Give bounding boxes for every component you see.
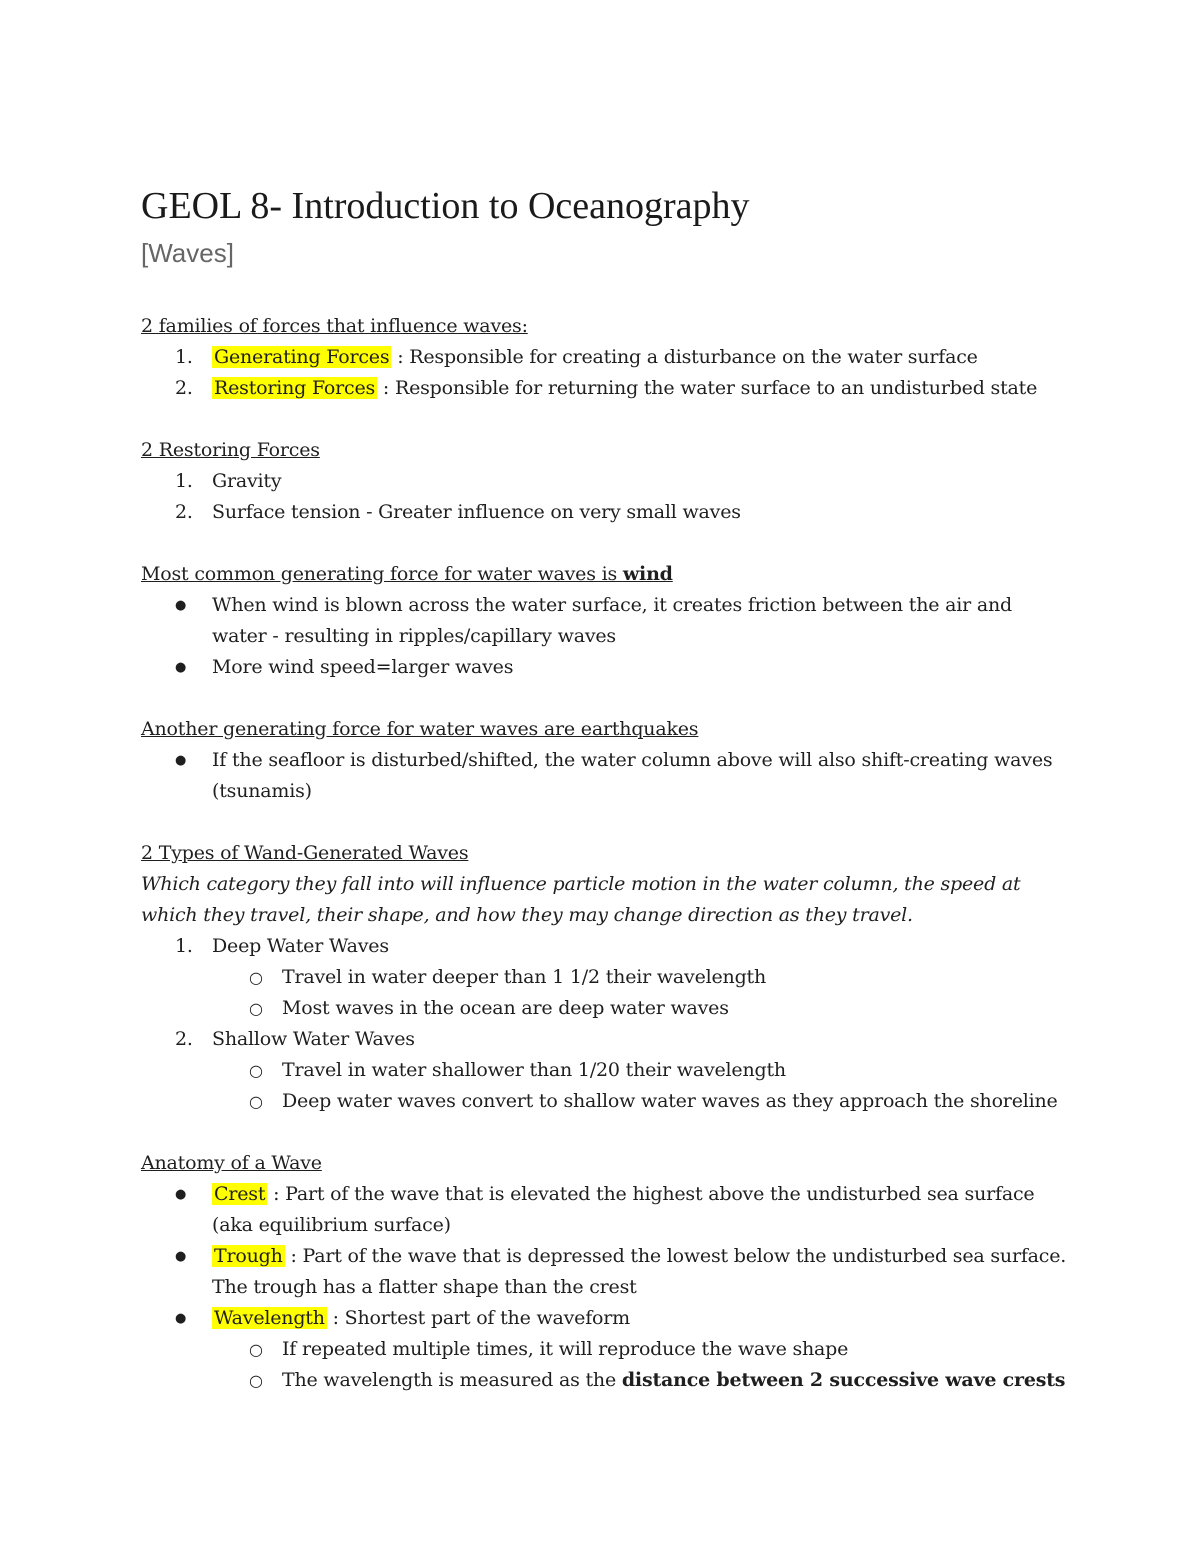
bullet-icon: ● bbox=[175, 598, 187, 613]
list-item bbox=[141, 1303, 1071, 1334]
circle-bullet-icon: ○ bbox=[249, 1340, 263, 1359]
bullet-icon: ● bbox=[175, 1311, 187, 1326]
list-number: 1. bbox=[175, 470, 193, 492]
section-note: Which category they fall into will influence particle motion in the water column, the speed at which they travel, their shape, and how they may change direction as they travel. bbox=[141, 873, 1021, 926]
item-text: Surface tension - Greater influence on very small waves bbox=[212, 501, 741, 523]
item-text: Deep Water Waves bbox=[212, 935, 389, 957]
list-item bbox=[141, 466, 1071, 497]
item-text: When wind is blown across the water surface, it creates friction between the air and water - resulting in ripples/capillary waves bbox=[212, 594, 1012, 647]
highlighted-term: Trough bbox=[214, 1245, 283, 1267]
list-number: 2. bbox=[175, 1028, 193, 1050]
list-item bbox=[141, 931, 1071, 962]
list-item bbox=[141, 342, 1071, 373]
item-text: Deep water waves convert to shallow water waves as they approach the shoreline bbox=[282, 1090, 1058, 1112]
circle-bullet-icon: ○ bbox=[249, 1092, 263, 1111]
section-heading: 2 Types of Wand-Generated Waves bbox=[141, 842, 469, 864]
list-item bbox=[141, 745, 1071, 807]
list-item bbox=[141, 652, 1071, 683]
item-description: : Responsible for returning the water surface to an undisturbed state bbox=[377, 377, 1038, 399]
highlighted-term: Wavelength bbox=[214, 1307, 325, 1329]
item-description: : Responsible for creating a disturbance on the water surface bbox=[391, 346, 978, 368]
section-heading: Another generating force for water waves are earthquakes bbox=[141, 718, 699, 740]
list-number: 1. bbox=[175, 935, 193, 957]
list-item bbox=[141, 1241, 1071, 1303]
list-number: 2. bbox=[175, 501, 193, 523]
list-number: 1. bbox=[175, 346, 193, 368]
sub-list-item bbox=[141, 993, 1071, 1024]
document-subtitle: [Waves] bbox=[141, 238, 234, 268]
bullet-icon: ● bbox=[175, 753, 187, 768]
section-heading: Most common generating force for water waves is wind bbox=[141, 563, 673, 585]
section-heading: Anatomy of a Wave bbox=[141, 1152, 322, 1174]
item-text: More wind speed=larger waves bbox=[212, 656, 514, 678]
circle-bullet-icon: ○ bbox=[249, 968, 263, 987]
item-text: Most waves in the ocean are deep water waves bbox=[282, 997, 729, 1019]
list-number: 2. bbox=[175, 377, 193, 399]
sub-list-item bbox=[141, 1055, 1071, 1086]
bullet-icon: ● bbox=[175, 1187, 187, 1202]
highlighted-term: Crest bbox=[214, 1183, 266, 1205]
item-text: Travel in water shallower than 1/20 their wavelength bbox=[282, 1059, 786, 1081]
sub-list-item bbox=[141, 1334, 1071, 1365]
bullet-icon: ● bbox=[175, 1249, 187, 1264]
sub-list-item bbox=[141, 1365, 1071, 1396]
item-description: : Part of the wave that is elevated the highest above the undisturbed sea surface (aka equilibrium surface) bbox=[212, 1183, 1035, 1236]
highlighted-term: Generating Forces bbox=[214, 346, 390, 368]
item-text: Shallow Water Waves bbox=[212, 1028, 415, 1050]
section-heading: 2 families of forces that influence waves: bbox=[141, 315, 528, 337]
list-item bbox=[141, 590, 1071, 652]
section-heading: 2 Restoring Forces bbox=[141, 439, 320, 461]
section-families bbox=[141, 311, 1071, 1396]
item-description: : Part of the wave that is depressed the lowest below the undisturbed sea surface. The trough has a flatter shape than the crest bbox=[212, 1245, 1067, 1298]
circle-bullet-icon: ○ bbox=[249, 1371, 263, 1390]
document-title: GEOL 8- Introduction to Oceanography bbox=[141, 185, 750, 227]
document-content bbox=[141, 183, 1071, 1396]
highlighted-term: Restoring Forces bbox=[214, 377, 376, 399]
sub-list-item bbox=[141, 962, 1071, 993]
item-text: Travel in water deeper than 1 1/2 their wavelength bbox=[282, 966, 767, 988]
item-description: : Shortest part of the waveform bbox=[326, 1307, 630, 1329]
circle-bullet-icon: ○ bbox=[249, 999, 263, 1018]
item-text: The wavelength is measured as the bbox=[282, 1369, 622, 1391]
bold-term: wind bbox=[622, 563, 673, 585]
list-item bbox=[141, 497, 1071, 528]
list-item bbox=[141, 1024, 1071, 1055]
sub-list-item bbox=[141, 1086, 1071, 1117]
circle-bullet-icon: ○ bbox=[249, 1061, 263, 1080]
bullet-icon: ● bbox=[175, 660, 187, 675]
list-item bbox=[141, 1179, 1071, 1241]
item-text: If the seafloor is disturbed/shifted, the water column above will also shift-creating waves (tsunamis) bbox=[212, 749, 1053, 802]
bold-term: distance between 2 successive wave crests bbox=[621, 1369, 1066, 1391]
list-item bbox=[141, 373, 1071, 404]
item-text: Gravity bbox=[212, 470, 282, 492]
item-text: If repeated multiple times, it will reproduce the wave shape bbox=[282, 1338, 849, 1360]
